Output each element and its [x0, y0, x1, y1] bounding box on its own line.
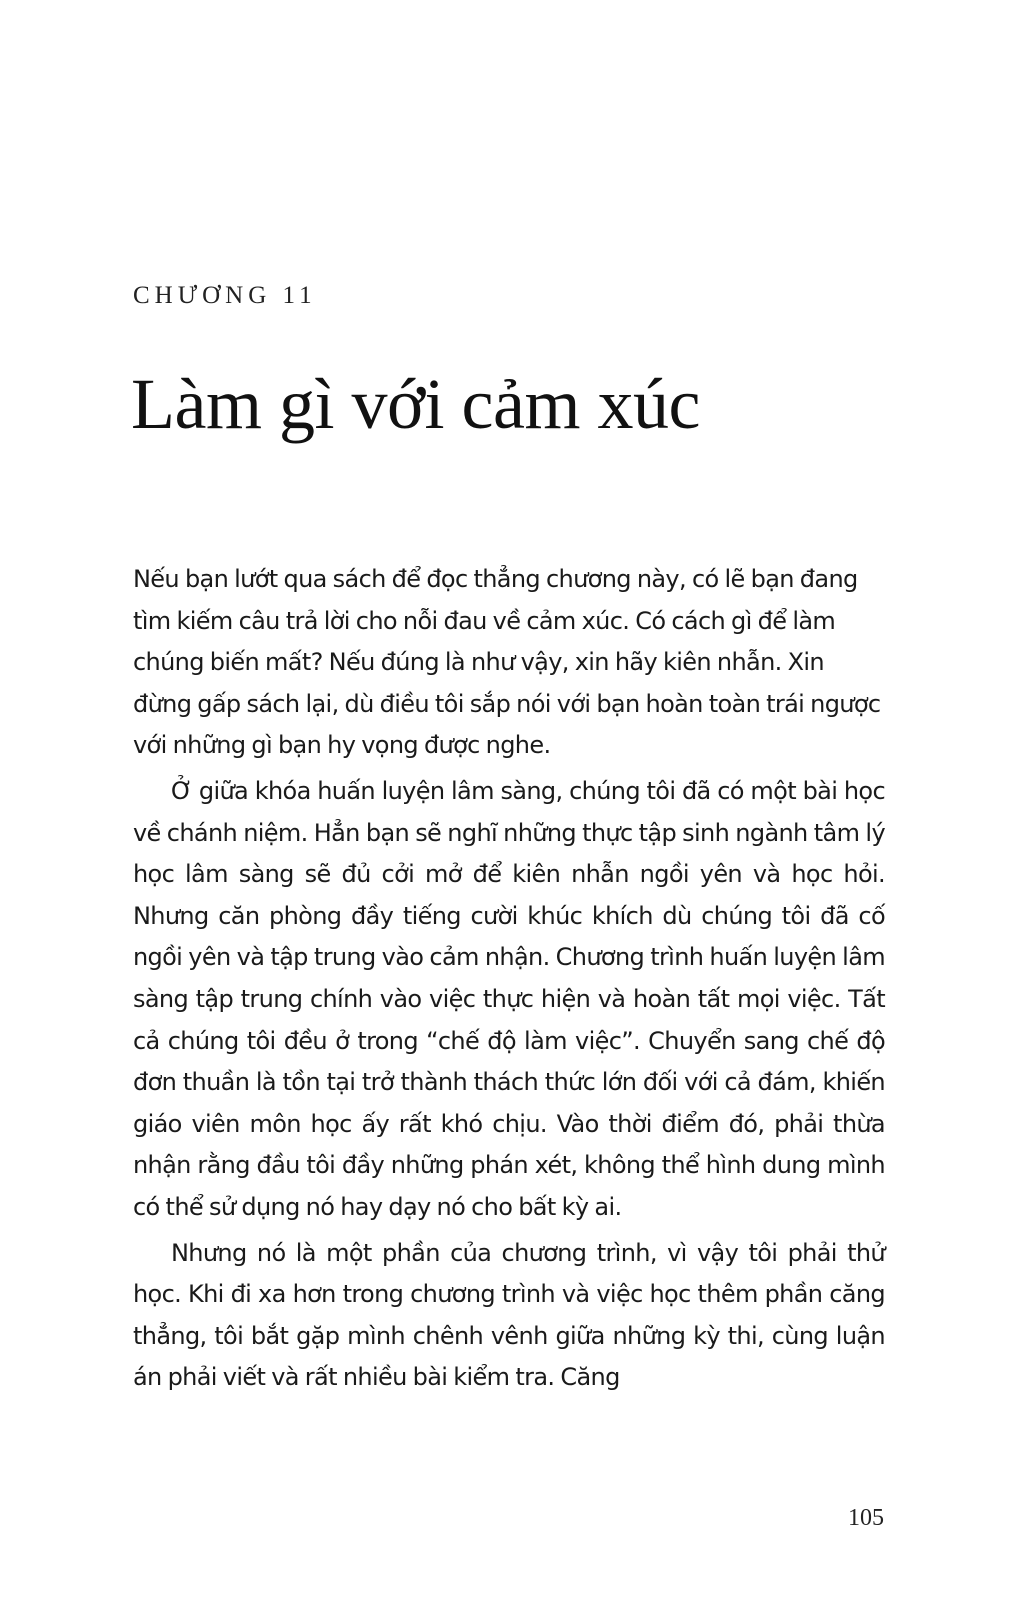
paragraph: Nhưng nó là một phần của chương trình, vì vậy tôi phải thử học. Khi đi xa hơn trong chương trình và việc học thêm phần căng thẳng, tôi bắt gặp mình chênh vênh giữa những kỳ thi, cùng luận án phải viết và rất nhiều bài kiểm tra. Căng — [133, 1238, 885, 1392]
page-number: 105 — [848, 1505, 884, 1531]
paragraph: Nếu bạn lướt qua sách để đọc thẳng chương này, có lẽ bạn đang tìm kiếm câu trả lời cho nỗi đau về cảm xúc. Có cách gì để làm chúng biến mất? Nếu đúng là như vậy, xin hãy kiên nhẫn. Xin đừng gấp sách lại, dù điều tôi sắp nói với bạn hoàn toàn trái ngược với những gì bạn hy vọng được nghe. — [133, 565, 881, 760]
paragraph: Ở giữa khóa huấn luyện lâm sàng, chúng tôi đã có một bài học về chánh niệm. Hẳn bạn sẽ nghĩ những thực tập sinh ngành tâm lý học lâm sàng sẽ đủ cởi mở để kiên nhẫn ngồi yên và học hỏi. Nhưng căn phòng đầy tiếng cười khúc khích dù chúng tôi đã cố ngồi yên và tập trung vào cảm nhận. Chương trình huấn luyện lâm sàng tập trung chính vào việc thực hiện và hoàn tất mọi việc. Tất cả chúng tôi đều ở trong “chế độ làm việc”. Chuyển sang chế độ đơn thuần là tồn tại trở thành thách thức lớn đối với cả đám, khiến giáo viên môn học ấy rất khó chịu. Vào thời điểm đó, phải thừa nhận rằng đầu tôi đầy những phán xét, không thể hình dung mình có thể sử dụng nó hay dạy nó cho bất kỳ ai. — [133, 776, 885, 1221]
chapter-label: CHƯƠNG 11 — [133, 282, 317, 309]
chapter-title: Làm gì với cảm xúc — [131, 364, 700, 444]
body-text — [133, 559, 885, 1403]
